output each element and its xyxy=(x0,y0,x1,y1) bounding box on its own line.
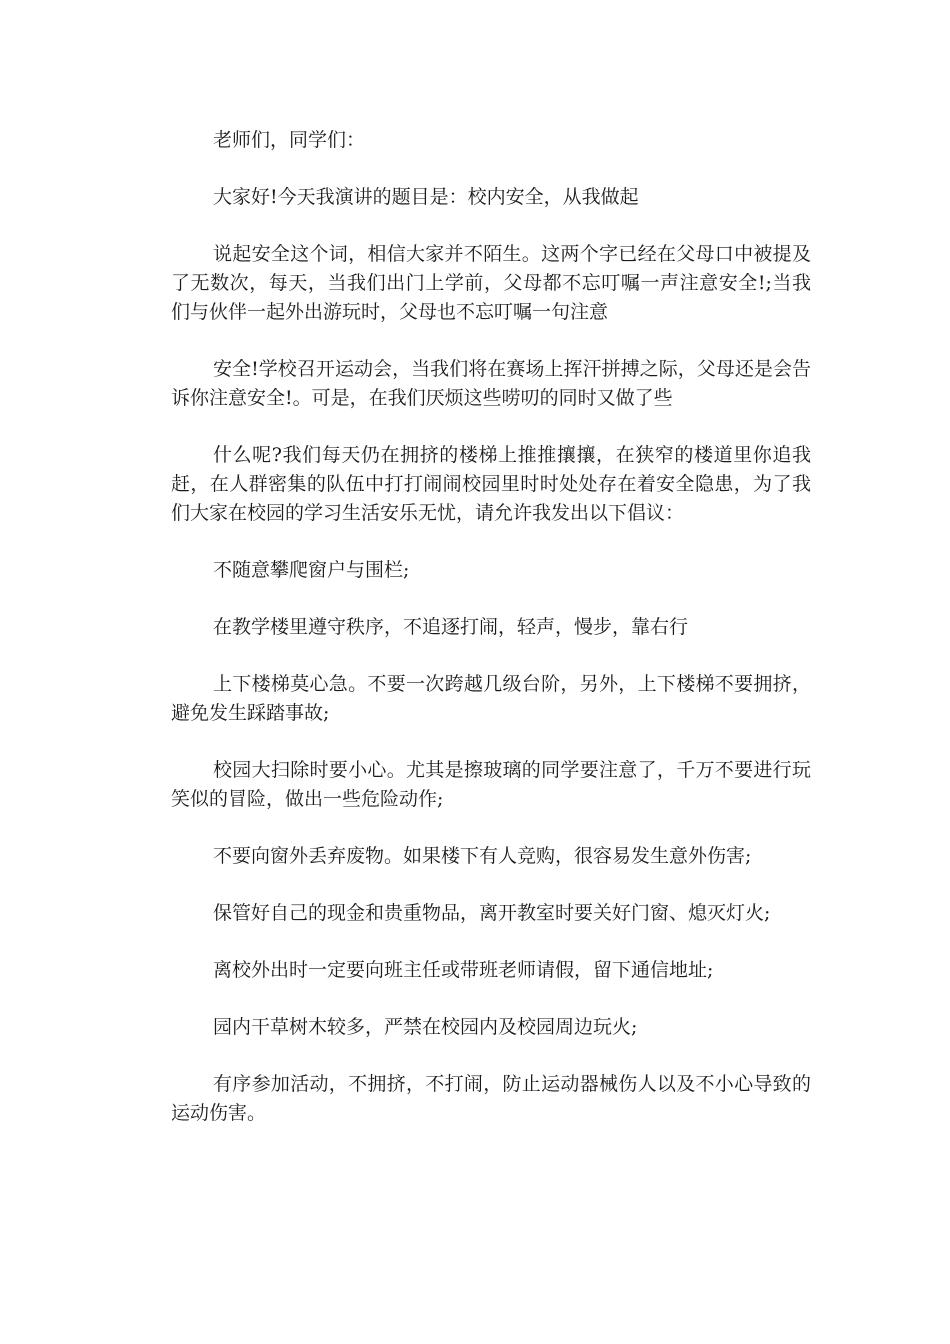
proposal-item: 校园大扫除时要小心。尤其是擦玻璃的同学要注意了，千万不要进行玩笑似的冒险，做出一些危险动作; xyxy=(171,759,811,810)
proposal-item: 不要向窗外丢弃废物。如果楼下有人竞购，很容易发生意外伤害; xyxy=(213,845,752,867)
speech-body xyxy=(171,126,811,1156)
proposal-item: 离校外出时一定要向班主任或带班老师请假，留下通信地址; xyxy=(213,959,714,981)
salutation: 老师们，同学们： xyxy=(213,129,366,151)
speech-title-line: 大家好!今天我演讲的题目是：校内安全，从我做起 xyxy=(213,186,639,208)
proposal-item: 园内干草树木较多，严禁在校园内及校园周边玩火; xyxy=(213,1016,638,1038)
proposal-item: 在教学楼里遵守秩序，不追逐打闹，轻声，慢步，靠右行 xyxy=(213,616,689,638)
proposal-item: 有序参加活动，不拥挤，不打闹，防止运动器械伤人以及不小心导致的运动伤害。 xyxy=(171,1073,811,1124)
paragraph-intro: 说起安全这个词，相信大家并不陌生。这两个字已经在父母口中被提及了无数次，每天，当我们出门上学前，父母都不忘叮嘱一声注意安全!;当我们与伙伴一起外出游玩时，父母也不忘叮嘱一句注意 xyxy=(171,243,811,323)
paragraph-question: 什么呢?我们每天仍在拥挤的楼梯上推推攘攘，在狭窄的楼道里你追我赶，在人群密集的队伍中打打闹闹校园里时时处处存在着安全隐患，为了我们大家在校园的学习生活安乐无忧，请允许我发出以下倡议： xyxy=(171,444,811,524)
proposal-item: 不随意攀爬窗户与围栏; xyxy=(213,559,410,581)
paragraph-reminder: 安全!学校召开运动会，当我们将在赛场上挥汗拼搏之际，父母还是会告诉你注意安全!。可是，在我们厌烦这些唠叨的同时又做了些 xyxy=(171,358,811,409)
proposal-item: 保管好自己的现金和贵重物品，离开教室时要关好门窗、熄灭灯火; xyxy=(213,902,771,924)
proposal-item: 上下楼梯莫心急。不要一次跨越几级台阶，另外，上下楼梯不要拥挤，避免发生踩踏事故; xyxy=(171,673,811,724)
